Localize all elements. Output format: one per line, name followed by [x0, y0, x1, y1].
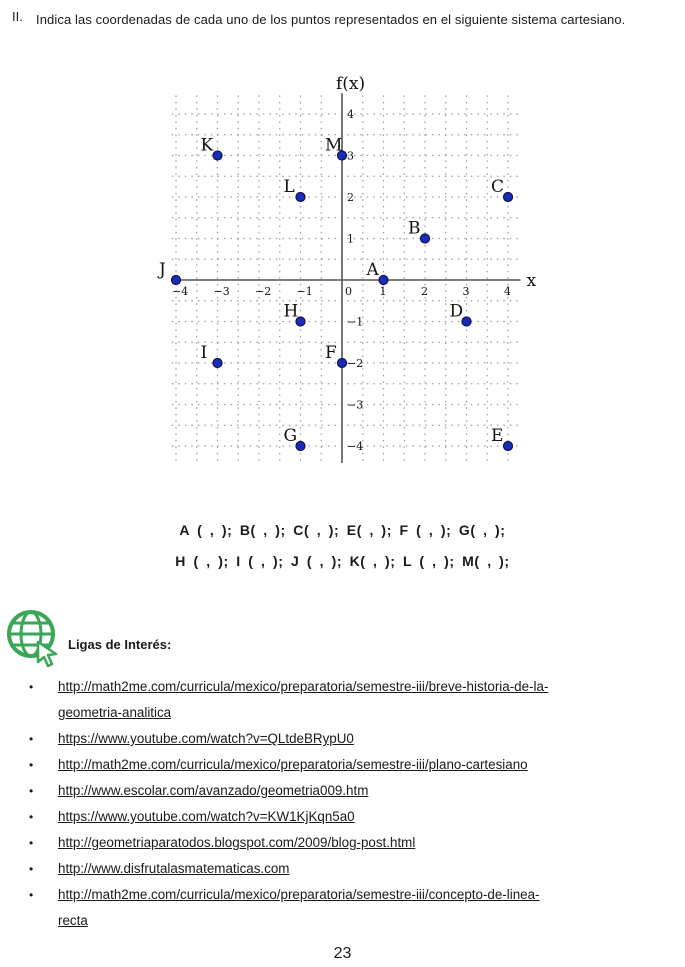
- point-label: G: [283, 426, 298, 446]
- list-item: [0, 726, 685, 752]
- point-h: [284, 302, 306, 327]
- point-marker: [503, 441, 512, 450]
- point-l: [284, 177, 306, 202]
- question-number: II.: [12, 9, 23, 24]
- point-marker: [213, 358, 222, 367]
- point-a: [366, 260, 389, 285]
- x-tick-label: 2: [421, 285, 428, 298]
- list-item: [0, 778, 685, 804]
- point-e: [491, 426, 513, 451]
- answers-line-1: A ( , ); B( , ); C( , ); E( , ); F ( , ); G( , );: [179, 522, 506, 538]
- x-tick-label: 3: [462, 285, 470, 298]
- point-marker: [213, 151, 222, 160]
- point-label: C: [491, 177, 505, 197]
- x-tick-label: −1: [296, 285, 313, 298]
- y-tick-label: −1: [347, 315, 364, 329]
- list-item: [0, 804, 685, 830]
- point-i: [201, 343, 223, 368]
- y-tick-label: 3: [347, 149, 354, 163]
- y-tick-label: −2: [347, 357, 364, 370]
- link-item[interactable]: https://www.youtube.com/watch?v=QLtdeBRypU0: [58, 731, 354, 746]
- x-tick-label: 4: [504, 285, 511, 298]
- y-tick-label: −3: [347, 398, 364, 412]
- y-tick-label: 2: [347, 191, 354, 204]
- point-label: E: [491, 426, 504, 446]
- x-tick-label: −3: [213, 285, 230, 298]
- point-marker: [503, 192, 512, 201]
- x-tick-label: 0: [345, 285, 352, 298]
- point-label: F: [325, 343, 337, 363]
- list-item: [0, 674, 685, 726]
- page-number: 23: [333, 945, 352, 962]
- link-item[interactable]: http://math2me.com/curricula/mexico/preparatoria/semestre-iii/concepto-de-linea- recta: [58, 887, 540, 928]
- point-c: [491, 177, 513, 202]
- x-tick-label: 1: [379, 285, 387, 298]
- point-label: I: [200, 343, 208, 363]
- grid: [172, 95, 519, 463]
- points: [157, 136, 513, 451]
- point-marker: [296, 192, 305, 201]
- point-marker: [420, 234, 429, 243]
- link-item[interactable]: http://www.escolar.com/avanzado/geometria009.htm: [58, 783, 369, 798]
- point-marker: [462, 317, 471, 326]
- point-label: A: [366, 260, 379, 280]
- point-label: B: [408, 218, 421, 239]
- question-text: Indica las coordenadas de cada uno de los puntos representados en el siguiente sistema cartesiano.: [36, 12, 626, 27]
- link-item[interactable]: https://www.youtube.com/watch?v=KW1KjKqn5a0: [58, 809, 355, 824]
- cartesian-plane: [150, 58, 550, 463]
- point-label: D: [449, 301, 464, 322]
- links-title: Ligas de Interés:: [68, 637, 172, 652]
- list-item: [0, 856, 685, 882]
- x-tick-label: −2: [255, 285, 272, 298]
- x-axis-label: x: [526, 271, 537, 291]
- point-m: [325, 136, 347, 161]
- list-item: [0, 830, 685, 856]
- link-item[interactable]: http://www.disfrutalasmatematicas.com: [58, 861, 290, 876]
- point-label: M: [325, 135, 343, 156]
- y-tick-label: −4: [347, 440, 364, 453]
- point-g: [284, 426, 306, 451]
- point-k: [201, 136, 223, 161]
- y-tick-label: 1: [347, 232, 354, 246]
- link-item[interactable]: http://math2me.com/curricula/mexico/preparatoria/semestre-iii/breve-historia-de-la- geometria-analitica: [58, 679, 549, 720]
- point-marker: [296, 441, 305, 450]
- point-f: [325, 343, 347, 368]
- x-tick-label: −4: [172, 285, 189, 298]
- point-j: [157, 260, 181, 285]
- point-label: L: [283, 177, 295, 197]
- point-label: J: [159, 260, 166, 280]
- point-marker: [379, 275, 388, 284]
- point-d: [450, 302, 472, 327]
- point-b: [408, 219, 430, 244]
- links-list: [0, 674, 685, 934]
- y-axis-label: f(x): [336, 73, 366, 94]
- point-marker: [337, 358, 346, 367]
- y-tick-label: 4: [347, 108, 354, 121]
- link-item[interactable]: http://math2me.com/curricula/mexico/preparatoria/semestre-iii/plano-cartesiano: [58, 757, 528, 772]
- point-label: H: [283, 301, 299, 322]
- point-marker: [171, 275, 180, 284]
- list-item: [0, 882, 685, 934]
- globe-cursor-icon: [4, 606, 60, 668]
- answers-line-2: H ( , ); I ( , ); J ( , ); K( , ); L ( , ); M( , );: [175, 553, 510, 569]
- list-item: [0, 752, 685, 778]
- link-item[interactable]: http://geometriaparatodos.blogspot.com/2009/blog-post.html: [58, 835, 416, 850]
- point-label: K: [200, 135, 214, 156]
